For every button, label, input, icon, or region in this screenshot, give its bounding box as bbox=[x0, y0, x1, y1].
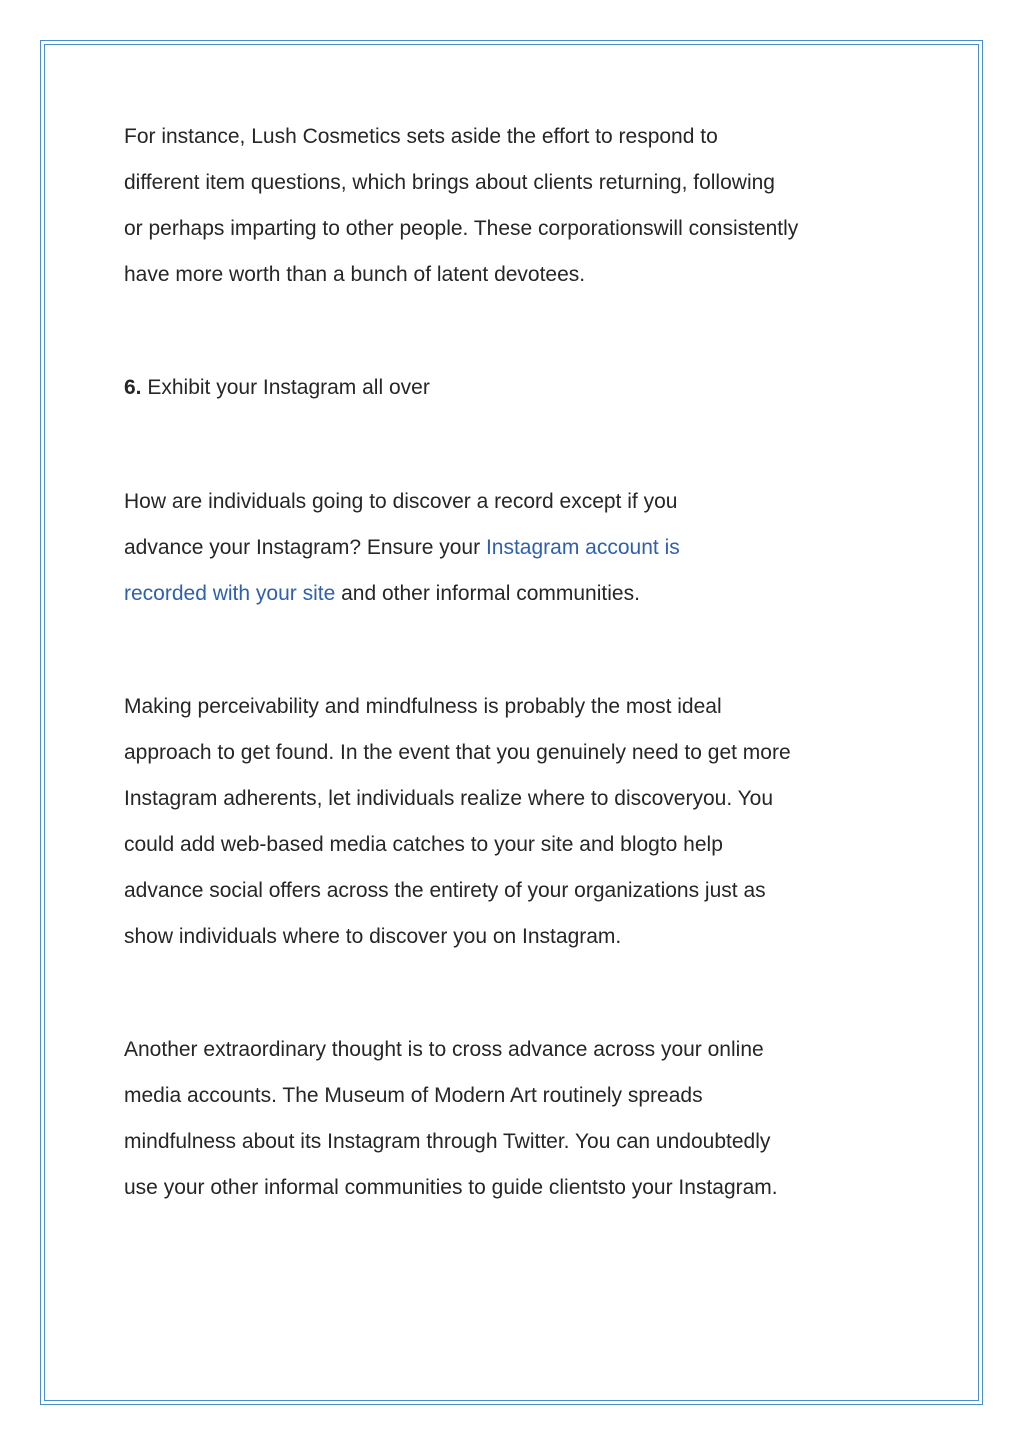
word: your bbox=[209, 536, 251, 559]
word: Ensure bbox=[366, 536, 434, 559]
paragraph-advance-instagram bbox=[124, 479, 811, 617]
paragraph-line bbox=[124, 479, 811, 525]
section-title: Exhibit your Instagram all over bbox=[147, 376, 430, 399]
paragraph-line: For instance, Lush Cosmetics sets aside the effort to respond to bbox=[124, 125, 718, 148]
paragraph-line: Instagram adherents, let individuals realize where to discoveryou. You bbox=[124, 787, 774, 810]
paragraph-lush-cosmetics bbox=[124, 114, 798, 298]
paragraph-line: media accounts. The Museum of Modern Art routinely spreads bbox=[124, 1084, 703, 1107]
instagram-link-word[interactable]: Instagram bbox=[485, 536, 580, 559]
word: advance bbox=[124, 536, 204, 559]
paragraph-line: Making perceivability and mindfulness is probably the most ideal bbox=[124, 695, 722, 718]
section-heading-6 bbox=[124, 365, 430, 411]
paragraph-line: or perhaps imparting to other people. These corporationswill consistently bbox=[124, 217, 799, 240]
paragraph-perceivability bbox=[124, 684, 791, 960]
paragraph-text: and other informal communities. bbox=[335, 582, 640, 605]
word: How bbox=[124, 490, 167, 513]
paragraph-line: show individuals where to discover you on Instagram. bbox=[124, 925, 622, 948]
word: discover bbox=[392, 490, 471, 513]
paragraph-line: use your other informal communities to guide clientsto your Instagram. bbox=[124, 1176, 778, 1199]
instagram-link-word[interactable]: account bbox=[585, 536, 659, 559]
paragraph-line: different item questions, which brings about clients returning, following bbox=[124, 171, 775, 194]
word: except bbox=[559, 490, 622, 513]
word: your bbox=[439, 536, 481, 559]
paragraph-line: could add web-based media catches to your site and blogto help bbox=[124, 833, 723, 856]
paragraph-line: Another extraordinary thought is to cross advance across your online bbox=[124, 1038, 764, 1061]
paragraph-line: have more worth than a bunch of latent devotees. bbox=[124, 263, 586, 286]
word: record bbox=[494, 490, 554, 513]
word: going bbox=[311, 490, 364, 513]
paragraph-line: mindfulness about its Instagram through Twitter. You can undoubtedly bbox=[124, 1130, 771, 1153]
word: a bbox=[476, 490, 489, 513]
word: individuals bbox=[208, 490, 307, 513]
word: to bbox=[369, 490, 387, 513]
word: if bbox=[627, 490, 638, 513]
instagram-link-word[interactable]: is bbox=[664, 536, 680, 559]
word: are bbox=[171, 490, 203, 513]
paragraph-line: advance social offers across the entirety of your organizations just as bbox=[124, 879, 766, 902]
word: Instagram? bbox=[255, 536, 362, 559]
paragraph-cross-advance bbox=[124, 1027, 778, 1211]
instagram-account-link[interactable]: recorded with your site bbox=[124, 582, 336, 605]
word: you bbox=[643, 490, 678, 513]
section-number: 6. bbox=[124, 376, 142, 399]
paragraph-line bbox=[124, 571, 811, 617]
paragraph-line bbox=[124, 525, 811, 571]
paragraph-line: approach to get found. In the event that you genuinely need to get more bbox=[124, 741, 791, 764]
